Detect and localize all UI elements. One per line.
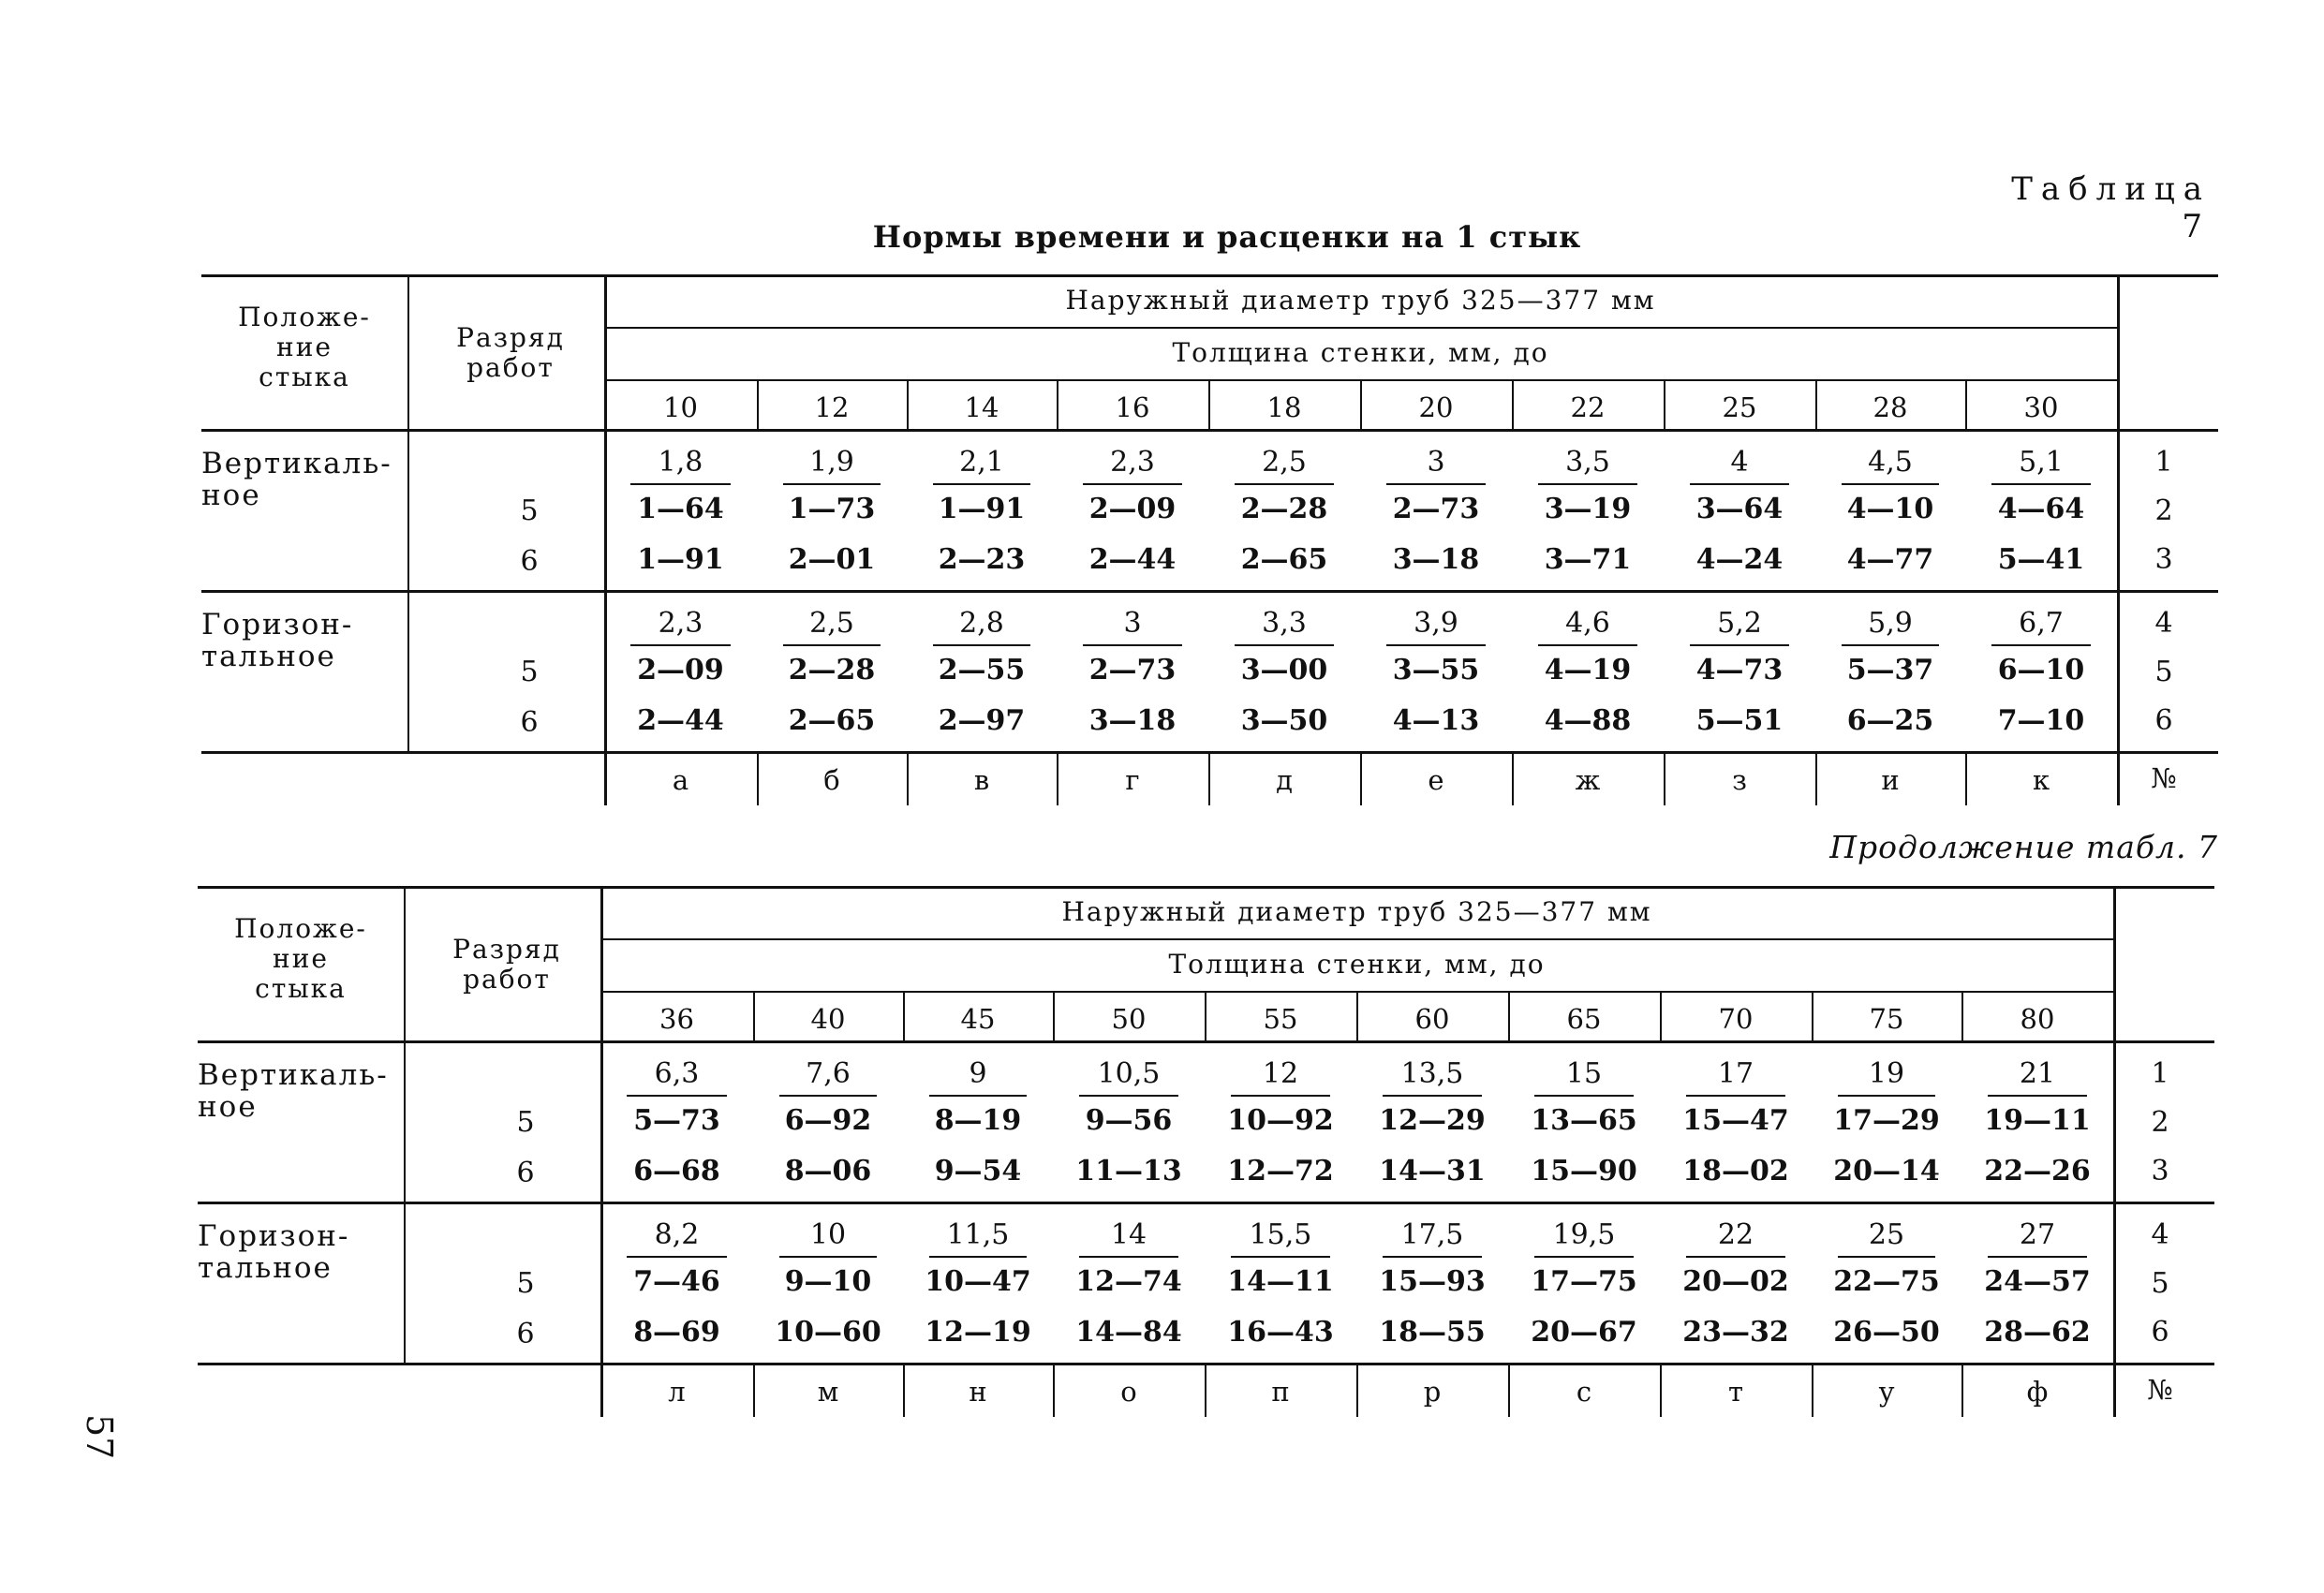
rate-grade-5: 4—73 xyxy=(1695,654,1784,686)
joint-position: Вертикаль- ное xyxy=(198,1058,389,1124)
row-number: 2 xyxy=(2151,1106,2169,1139)
diameter-header: Наружный диаметр труб 325—377 мм xyxy=(1061,896,1652,927)
row-number: 6 xyxy=(2154,704,2173,737)
column-letter: с xyxy=(1576,1376,1592,1408)
rate-grade-6: 4—77 xyxy=(1846,543,1934,576)
grade-value: 5 xyxy=(516,1267,535,1300)
row-number: 2 xyxy=(2154,494,2173,527)
rate-grade-5: 1—91 xyxy=(938,493,1026,525)
rate-grade-6: 3—50 xyxy=(1240,704,1328,737)
column-letter: ф xyxy=(2026,1376,2049,1408)
fraction-rule xyxy=(1838,1095,1935,1097)
time-norm: 17,5 xyxy=(1400,1218,1464,1251)
fraction-rule xyxy=(1988,1256,2087,1258)
rate-grade-5: 20—02 xyxy=(1682,1265,1789,1298)
column-letter: т xyxy=(1727,1376,1744,1408)
fraction-rule xyxy=(929,1095,1027,1097)
time-norm: 3 xyxy=(1123,607,1142,640)
fraction-rule xyxy=(779,1256,877,1258)
rate-grade-5: 14—11 xyxy=(1227,1265,1334,1298)
time-norm: 9 xyxy=(969,1057,987,1090)
column-letter: о xyxy=(1120,1376,1137,1408)
time-norm: 8,2 xyxy=(654,1218,700,1251)
time-norm: 27 xyxy=(2019,1218,2056,1251)
column-letter: д xyxy=(1276,764,1293,796)
rate-grade-5: 5—73 xyxy=(633,1104,720,1137)
rate-grade-6: 14—31 xyxy=(1379,1155,1486,1187)
rate-grade-6: 10—60 xyxy=(775,1316,881,1349)
rate-grade-5: 3—19 xyxy=(1544,493,1632,525)
column-letter: н xyxy=(969,1376,987,1408)
fraction-rule xyxy=(1534,1095,1634,1097)
column-letter: ж xyxy=(1575,764,1601,796)
rate-grade-5: 2—28 xyxy=(1240,493,1328,525)
rate-grade-6: 7—10 xyxy=(1997,704,2085,737)
table-label: Таблица 7 xyxy=(2011,170,2211,245)
column-letter: в xyxy=(973,764,990,796)
rate-grade-5: 1—73 xyxy=(788,493,876,525)
rate-grade-5: 19—11 xyxy=(1984,1104,2091,1137)
data-right-rule xyxy=(2113,886,2116,1417)
grade-header: Разряд работ xyxy=(452,934,561,995)
rate-grade-5: 2—28 xyxy=(788,654,876,686)
fraction-rule xyxy=(1838,1256,1935,1258)
thickness-value: 80 xyxy=(2020,1003,2055,1035)
position-header: Положе- ние стыка xyxy=(234,913,367,1004)
fraction-rule xyxy=(1079,1095,1178,1097)
time-norm: 3 xyxy=(1427,446,1445,479)
rate-grade-6: 15—90 xyxy=(1531,1155,1637,1187)
row-number: 6 xyxy=(2151,1316,2169,1349)
rate-grade-6: 2—44 xyxy=(637,704,724,737)
rate-grade-6: 26—50 xyxy=(1833,1316,1940,1349)
column-letter: п xyxy=(1271,1376,1290,1408)
time-norm: 3,9 xyxy=(1414,607,1458,640)
time-norm: 13,5 xyxy=(1400,1057,1464,1090)
thickness-header: Толщина стенки, мм, до xyxy=(1172,337,1549,368)
thickness-value: 12 xyxy=(814,391,850,423)
fraction-rule xyxy=(779,1095,877,1097)
rate-grade-5: 17—75 xyxy=(1531,1265,1637,1298)
number-sign: № xyxy=(2147,1374,2173,1406)
column-letter: к xyxy=(2032,764,2050,796)
rate-grade-6: 2—65 xyxy=(1240,543,1328,576)
rate-grade-6: 14—84 xyxy=(1075,1316,1182,1349)
thickness-value: 22 xyxy=(1570,391,1606,423)
rate-grade-6: 6—68 xyxy=(633,1155,720,1187)
thickness-value: 45 xyxy=(960,1003,996,1035)
rate-grade-6: 11—13 xyxy=(1075,1155,1182,1187)
time-norm: 11,5 xyxy=(946,1218,1010,1251)
fraction-rule xyxy=(1686,1095,1785,1097)
rate-grade-6: 4—24 xyxy=(1695,543,1784,576)
joint-position: Вертикаль- ное xyxy=(201,447,392,512)
rate-grade-5: 5—37 xyxy=(1846,654,1934,686)
thickness-value: 10 xyxy=(663,391,698,423)
fraction-rule xyxy=(1534,1256,1634,1258)
rate-grade-6: 1—91 xyxy=(637,543,724,576)
rate-grade-5: 2—55 xyxy=(938,654,1026,686)
grade-value: 6 xyxy=(516,1157,535,1189)
page-number: 57 xyxy=(79,1414,120,1460)
rate-grade-5: 17—29 xyxy=(1833,1104,1940,1137)
time-norm: 15,5 xyxy=(1249,1218,1312,1251)
rate-grade-6: 3—71 xyxy=(1544,543,1632,576)
time-norm: 19 xyxy=(1868,1057,1905,1090)
thickness-header: Толщина стенки, мм, до xyxy=(1168,949,1546,980)
rate-grade-6: 5—51 xyxy=(1695,704,1784,737)
group-rule xyxy=(198,1202,2214,1204)
rate-grade-6: 18—55 xyxy=(1379,1316,1486,1349)
rate-grade-5: 12—74 xyxy=(1075,1265,1182,1298)
fraction-rule xyxy=(1988,1095,2087,1097)
rate-grade-5: 6—92 xyxy=(784,1104,872,1137)
thickness-value: 55 xyxy=(1263,1003,1298,1035)
time-norm: 5,9 xyxy=(1868,607,1913,640)
column-letter: г xyxy=(1125,764,1140,796)
row-number: 3 xyxy=(2151,1155,2169,1187)
rate-grade-5: 2—09 xyxy=(1088,493,1177,525)
column-letter: у xyxy=(1878,1376,1895,1408)
column-letter: з xyxy=(1732,764,1747,796)
fraction-rule xyxy=(1686,1256,1785,1258)
rate-grade-6: 18—02 xyxy=(1682,1155,1789,1187)
time-norm: 5,1 xyxy=(2019,446,2064,479)
grade-value: 6 xyxy=(520,706,539,739)
rate-grade-6: 8—06 xyxy=(784,1155,872,1187)
rate-grade-6: 2—97 xyxy=(938,704,1026,737)
row-number: 1 xyxy=(2151,1057,2169,1090)
rate-grade-5: 12—29 xyxy=(1379,1104,1486,1137)
grade-value: 6 xyxy=(516,1318,535,1350)
fraction-rule xyxy=(1079,1256,1178,1258)
time-norm: 25 xyxy=(1868,1218,1905,1251)
position-header: Положе- ние стыка xyxy=(238,302,371,392)
fraction-rule xyxy=(1231,1256,1330,1258)
rate-grade-5: 2—09 xyxy=(637,654,724,686)
time-norm: 2,5 xyxy=(1262,446,1307,479)
time-norm: 10 xyxy=(809,1218,847,1251)
thickness-value: 14 xyxy=(964,391,999,423)
time-norm: 5,2 xyxy=(1717,607,1762,640)
rate-grade-5: 8—19 xyxy=(934,1104,1022,1137)
thickness-value: 16 xyxy=(1115,391,1150,423)
rate-grade-5: 15—47 xyxy=(1682,1104,1789,1137)
thickness-value: 60 xyxy=(1414,1003,1450,1035)
rate-grade-6: 2—44 xyxy=(1088,543,1177,576)
row-number: 5 xyxy=(2151,1267,2169,1300)
rate-grade-6: 9—54 xyxy=(934,1155,1022,1187)
rate-grade-5: 4—64 xyxy=(1997,493,2085,525)
number-sign: № xyxy=(2151,762,2177,794)
thickness-value: 50 xyxy=(1111,1003,1147,1035)
rate-grade-6: 22—26 xyxy=(1984,1155,2091,1187)
continuation-label: Продолжение табл. 7 xyxy=(1829,829,2218,865)
rate-grade-6: 4—88 xyxy=(1544,704,1632,737)
time-norm: 21 xyxy=(2019,1057,2056,1090)
grade-header: Разряд работ xyxy=(456,322,565,383)
rate-grade-5: 3—55 xyxy=(1392,654,1480,686)
rate-grade-5: 1—64 xyxy=(637,493,724,525)
time-norm: 10,5 xyxy=(1097,1057,1161,1090)
rate-grade-5: 3—00 xyxy=(1240,654,1328,686)
row-number: 3 xyxy=(2154,543,2173,576)
thickness-value: 70 xyxy=(1718,1003,1754,1035)
time-norm: 2,1 xyxy=(959,446,1004,479)
rate-grade-6: 2—23 xyxy=(938,543,1026,576)
time-norm: 2,3 xyxy=(658,607,703,640)
fraction-rule xyxy=(1383,1095,1482,1097)
time-norm: 2,8 xyxy=(959,607,1004,640)
fraction-rule xyxy=(627,1095,727,1097)
rate-grade-5: 2—73 xyxy=(1392,493,1480,525)
column-letter: м xyxy=(817,1376,839,1408)
grade-value: 5 xyxy=(520,494,539,527)
time-norm: 15 xyxy=(1565,1057,1603,1090)
joint-position: Горизон- тальное xyxy=(201,608,354,673)
grade-value: 5 xyxy=(516,1106,535,1139)
rate-grade-6: 28—62 xyxy=(1984,1316,2091,1349)
grade-column-rule xyxy=(404,886,406,1363)
fraction-rule xyxy=(1231,1095,1330,1097)
thickness-value: 18 xyxy=(1266,391,1302,423)
rate-grade-6: 4—13 xyxy=(1392,704,1480,737)
time-norm: 4,6 xyxy=(1565,607,1610,640)
header-bottom-rule xyxy=(198,1040,2214,1043)
thickness-value: 28 xyxy=(1873,391,1908,423)
rate-grade-5: 9—10 xyxy=(784,1265,872,1298)
fraction-rule xyxy=(627,1256,727,1258)
rate-grade-5: 7—46 xyxy=(633,1265,720,1298)
time-norm: 19,5 xyxy=(1552,1218,1616,1251)
time-norm: 6,3 xyxy=(654,1057,700,1090)
rate-grade-5: 3—64 xyxy=(1695,493,1784,525)
rate-grade-6: 2—01 xyxy=(788,543,876,576)
fraction-rule xyxy=(1383,1256,1482,1258)
rate-grade-5: 4—10 xyxy=(1846,493,1934,525)
time-norm: 1,8 xyxy=(658,446,703,479)
row-number: 5 xyxy=(2154,656,2173,688)
thickness-value: 75 xyxy=(1869,1003,1904,1035)
rate-grade-6: 3—18 xyxy=(1088,704,1177,737)
time-norm: 4,5 xyxy=(1868,446,1913,479)
thickness-value: 25 xyxy=(1722,391,1757,423)
page-title: Нормы времени и расценки на 1 стык xyxy=(872,219,1582,255)
rate-grade-6: 5—41 xyxy=(1997,543,2085,576)
rate-grade-6: 16—43 xyxy=(1227,1316,1334,1349)
fraction-rule xyxy=(929,1256,1027,1258)
rate-grade-5: 15—93 xyxy=(1379,1265,1486,1298)
rate-grade-5: 6—10 xyxy=(1997,654,2085,686)
time-norm: 3,5 xyxy=(1565,446,1610,479)
thickness-value: 30 xyxy=(2023,391,2059,423)
rate-grade-5: 24—57 xyxy=(1984,1265,2091,1298)
rate-grade-5: 9—56 xyxy=(1085,1104,1173,1137)
thickness-value: 40 xyxy=(810,1003,846,1035)
time-norm: 4 xyxy=(1730,446,1749,479)
rate-grade-5: 22—75 xyxy=(1833,1265,1940,1298)
row-number: 1 xyxy=(2154,446,2173,479)
thickness-value: 20 xyxy=(1418,391,1454,423)
rate-grade-5: 10—47 xyxy=(925,1265,1031,1298)
joint-position: Горизон- тальное xyxy=(198,1219,350,1285)
time-norm: 17 xyxy=(1717,1057,1754,1090)
time-norm: 12 xyxy=(1262,1057,1299,1090)
column-letter: б xyxy=(823,764,840,796)
rate-grade-6: 2—65 xyxy=(788,704,876,737)
grade-value: 6 xyxy=(520,545,539,578)
diameter-header: Наружный диаметр труб 325—377 мм xyxy=(1065,285,1656,316)
rate-grade-6: 23—32 xyxy=(1682,1316,1789,1349)
rate-grade-6: 20—14 xyxy=(1833,1155,1940,1187)
rate-grade-6: 20—67 xyxy=(1531,1316,1637,1349)
rate-grade-5: 4—19 xyxy=(1544,654,1632,686)
rate-grade-6: 8—69 xyxy=(633,1316,720,1349)
column-letter: е xyxy=(1428,764,1444,796)
thickness-value: 65 xyxy=(1566,1003,1602,1035)
rate-grade-5: 10—92 xyxy=(1227,1104,1334,1137)
grade-value: 5 xyxy=(520,656,539,688)
time-norm: 14 xyxy=(1110,1218,1147,1251)
rate-grade-5: 2—73 xyxy=(1088,654,1177,686)
time-norm: 6,7 xyxy=(2019,607,2064,640)
rate-grade-6: 3—18 xyxy=(1392,543,1480,576)
row-number: 4 xyxy=(2154,607,2173,640)
row-number: 4 xyxy=(2151,1218,2169,1251)
diameter-rule xyxy=(600,938,2113,940)
column-letter: а xyxy=(672,764,689,796)
time-norm: 22 xyxy=(1717,1218,1754,1251)
rate-grade-6: 12—19 xyxy=(925,1316,1031,1349)
time-norm: 1,9 xyxy=(809,446,854,479)
column-letter: и xyxy=(1881,764,1900,796)
rate-grade-6: 6—25 xyxy=(1846,704,1934,737)
thickness-value: 36 xyxy=(659,1003,694,1035)
time-norm: 3,3 xyxy=(1262,607,1307,640)
time-norm: 2,5 xyxy=(809,607,854,640)
time-norm: 7,6 xyxy=(806,1057,851,1090)
column-letter: л xyxy=(668,1376,686,1408)
table-top-rule xyxy=(198,886,2214,889)
rate-grade-6: 12—72 xyxy=(1227,1155,1334,1187)
time-norm: 2,3 xyxy=(1110,446,1155,479)
rate-grade-5: 13—65 xyxy=(1531,1104,1637,1137)
column-letter: р xyxy=(1423,1376,1442,1408)
